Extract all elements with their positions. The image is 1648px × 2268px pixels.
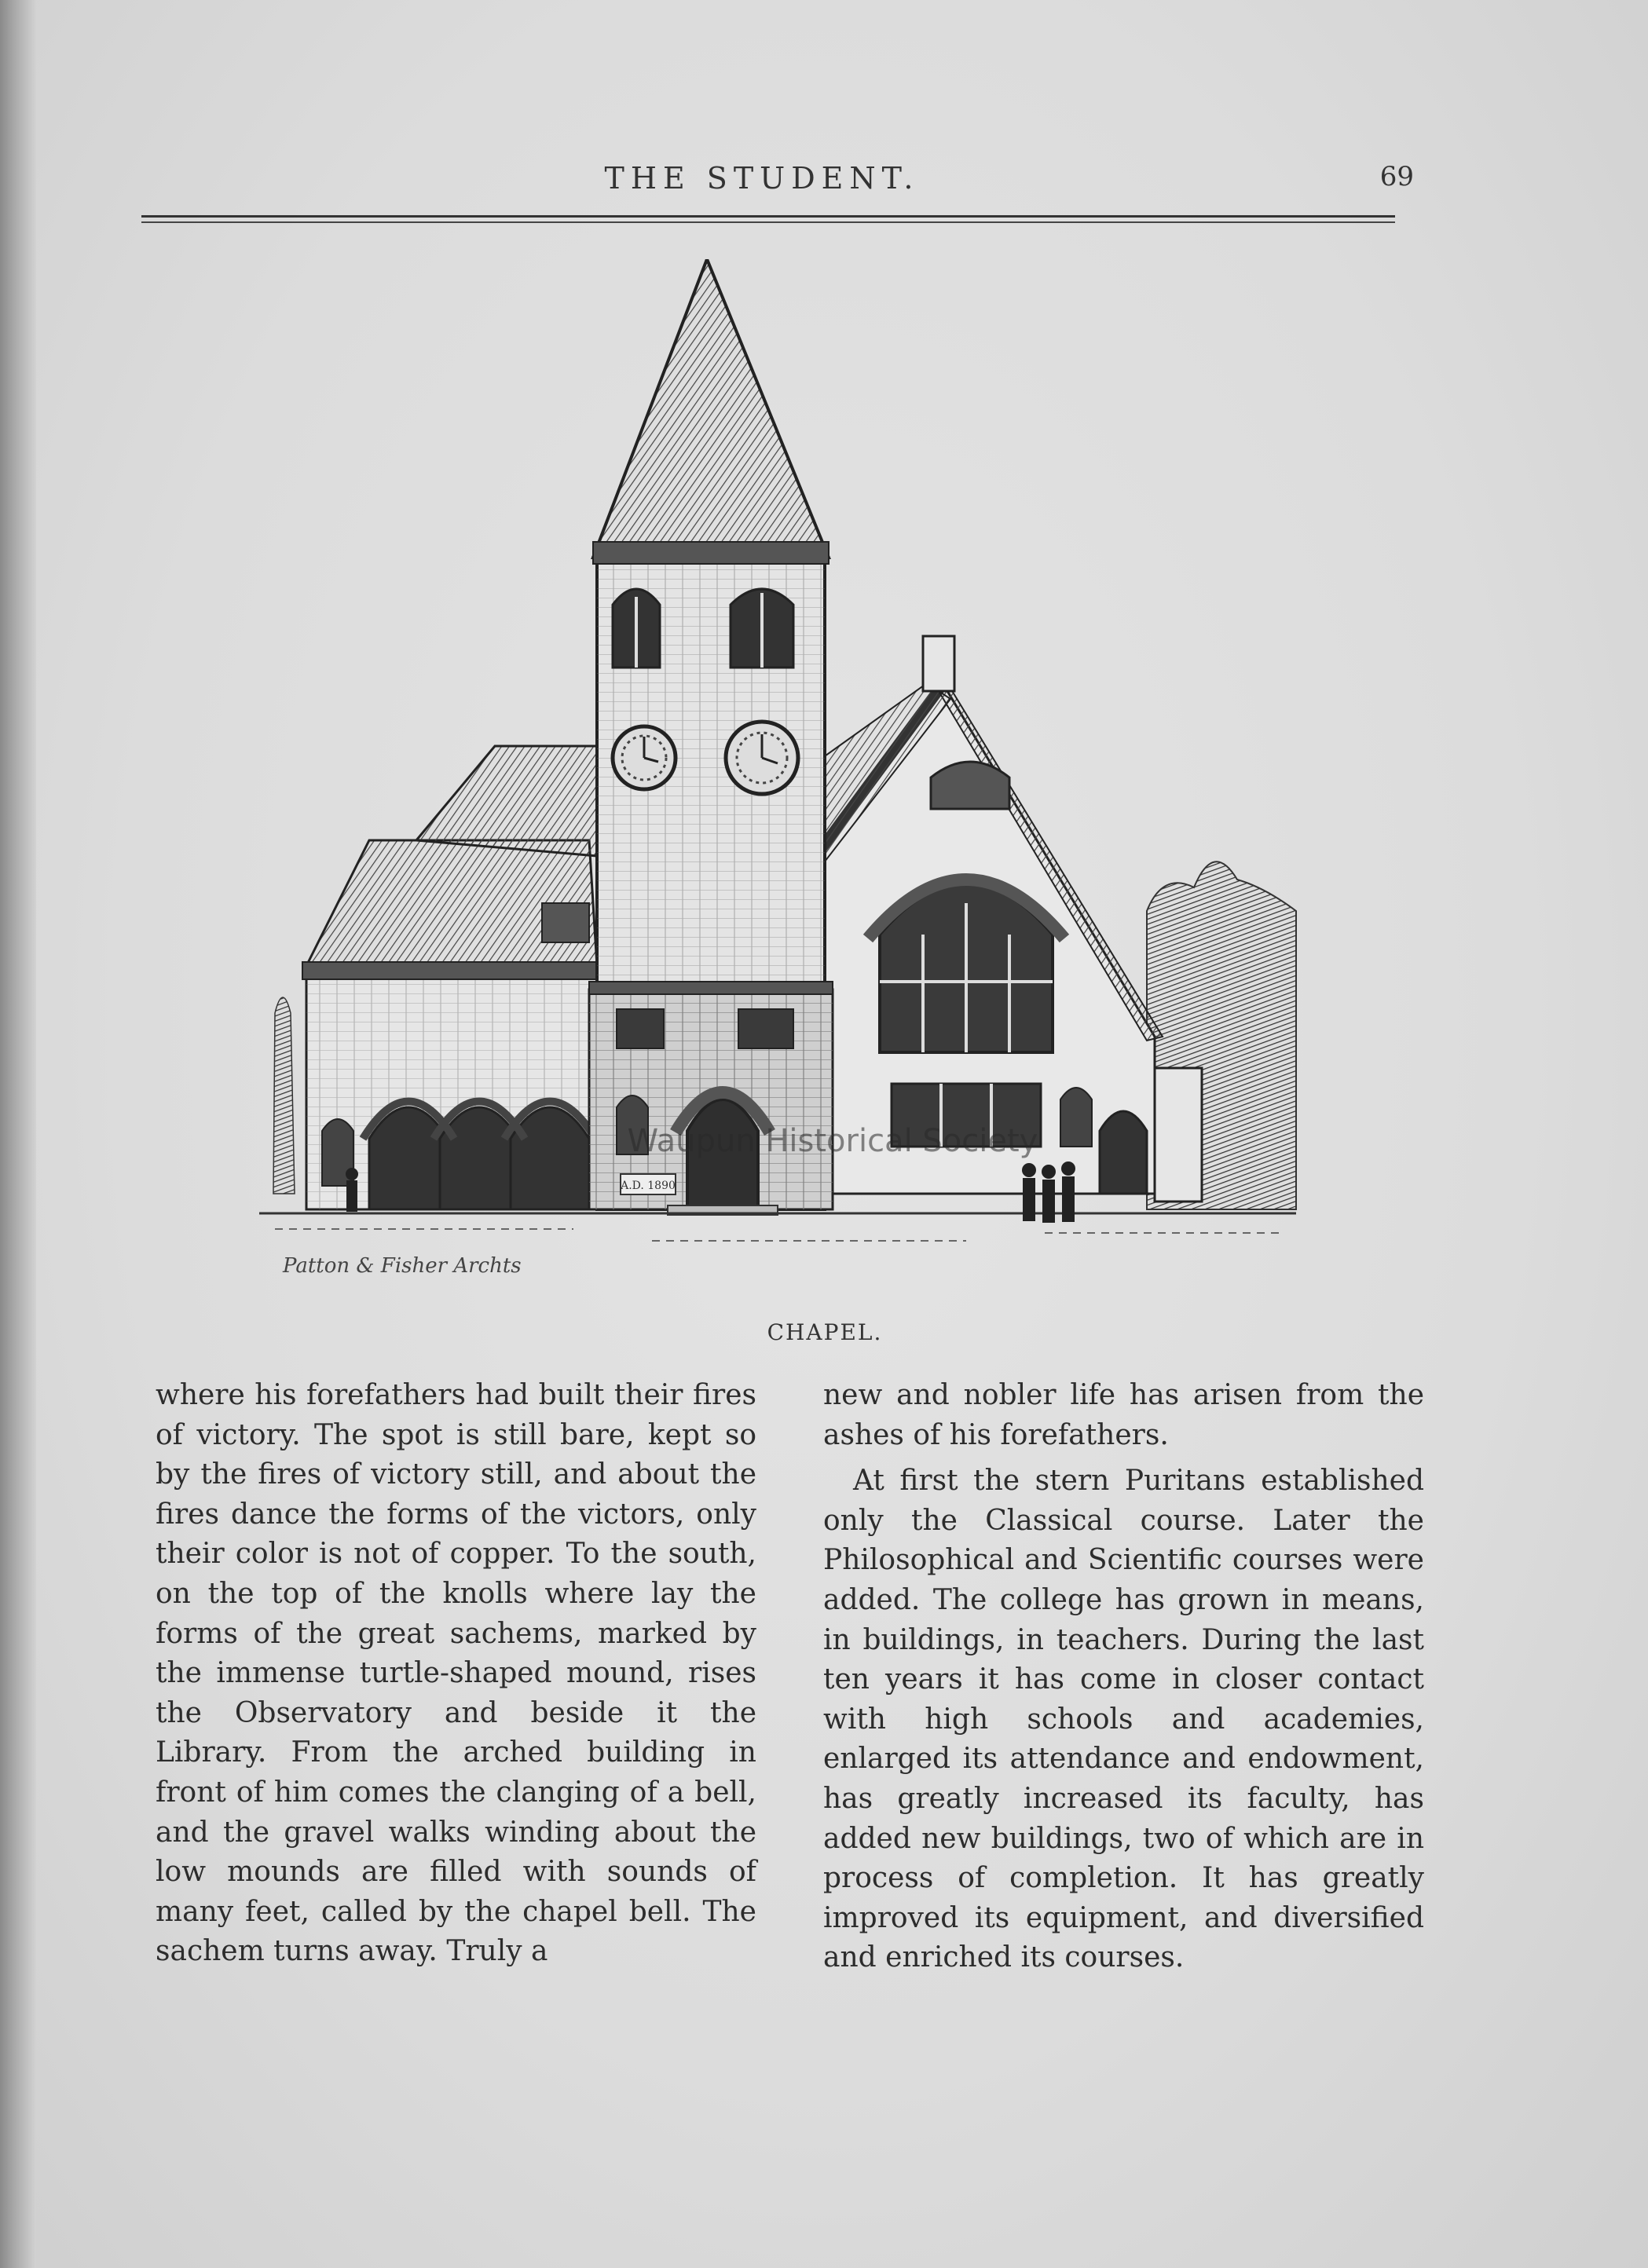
clock-face-left bbox=[613, 726, 676, 789]
text-column-right bbox=[823, 1376, 1424, 1978]
watermark-text: Waupun Historical Society bbox=[627, 1123, 1038, 1159]
tree-foliage-left bbox=[273, 997, 295, 1194]
paragraph: At first the stern Puritans established only the Classical course. Later the Philosophical and Scientific courses were added. The college has grown in means, in buildings, in teachers. During the last ten years it has come in closer contact with high schools and academies, enlarged its attendance and endowment, has greatly increased its faculty, has added new buildings, two of which are in process of completion. It has greatly improved its equipment, and diversified and enriched its courses. bbox=[823, 1465, 1424, 1974]
artist-signature: Patton & Fisher Archts bbox=[283, 1254, 522, 1278]
illustration-caption: CHAPEL. bbox=[767, 1319, 883, 1345]
clock-face-right bbox=[726, 722, 798, 794]
page-binding-edge bbox=[0, 0, 36, 2268]
text-column-left bbox=[156, 1376, 756, 1972]
paragraph: new and nobler life has arisen from the ashes of his forefathers. bbox=[823, 1379, 1424, 1451]
date-stone-text: A.D. 1890 bbox=[621, 1180, 676, 1192]
running-header-title: THE STUDENT. bbox=[604, 161, 920, 196]
paragraph: where his forefathers had built their fires of victory. The spot is still bare, kept so by the fires of victory still, and about the fires dance the forms of the victors, only their color is not of copper. To the south, on the top of the knolls where lay the forms of the great sachems, marked by the immense turtle-shaped mound, rises the Observatory and beside it the Library. From the arched building in front of him comes the clanging of a bell, and the gravel walks winding about the low mounds are filled with sounds of many feet, called by the chapel bell. The sachem turns away. Truly a bbox=[156, 1379, 756, 1968]
header-rule bbox=[141, 215, 1395, 223]
page-number: 69 bbox=[1379, 161, 1414, 192]
